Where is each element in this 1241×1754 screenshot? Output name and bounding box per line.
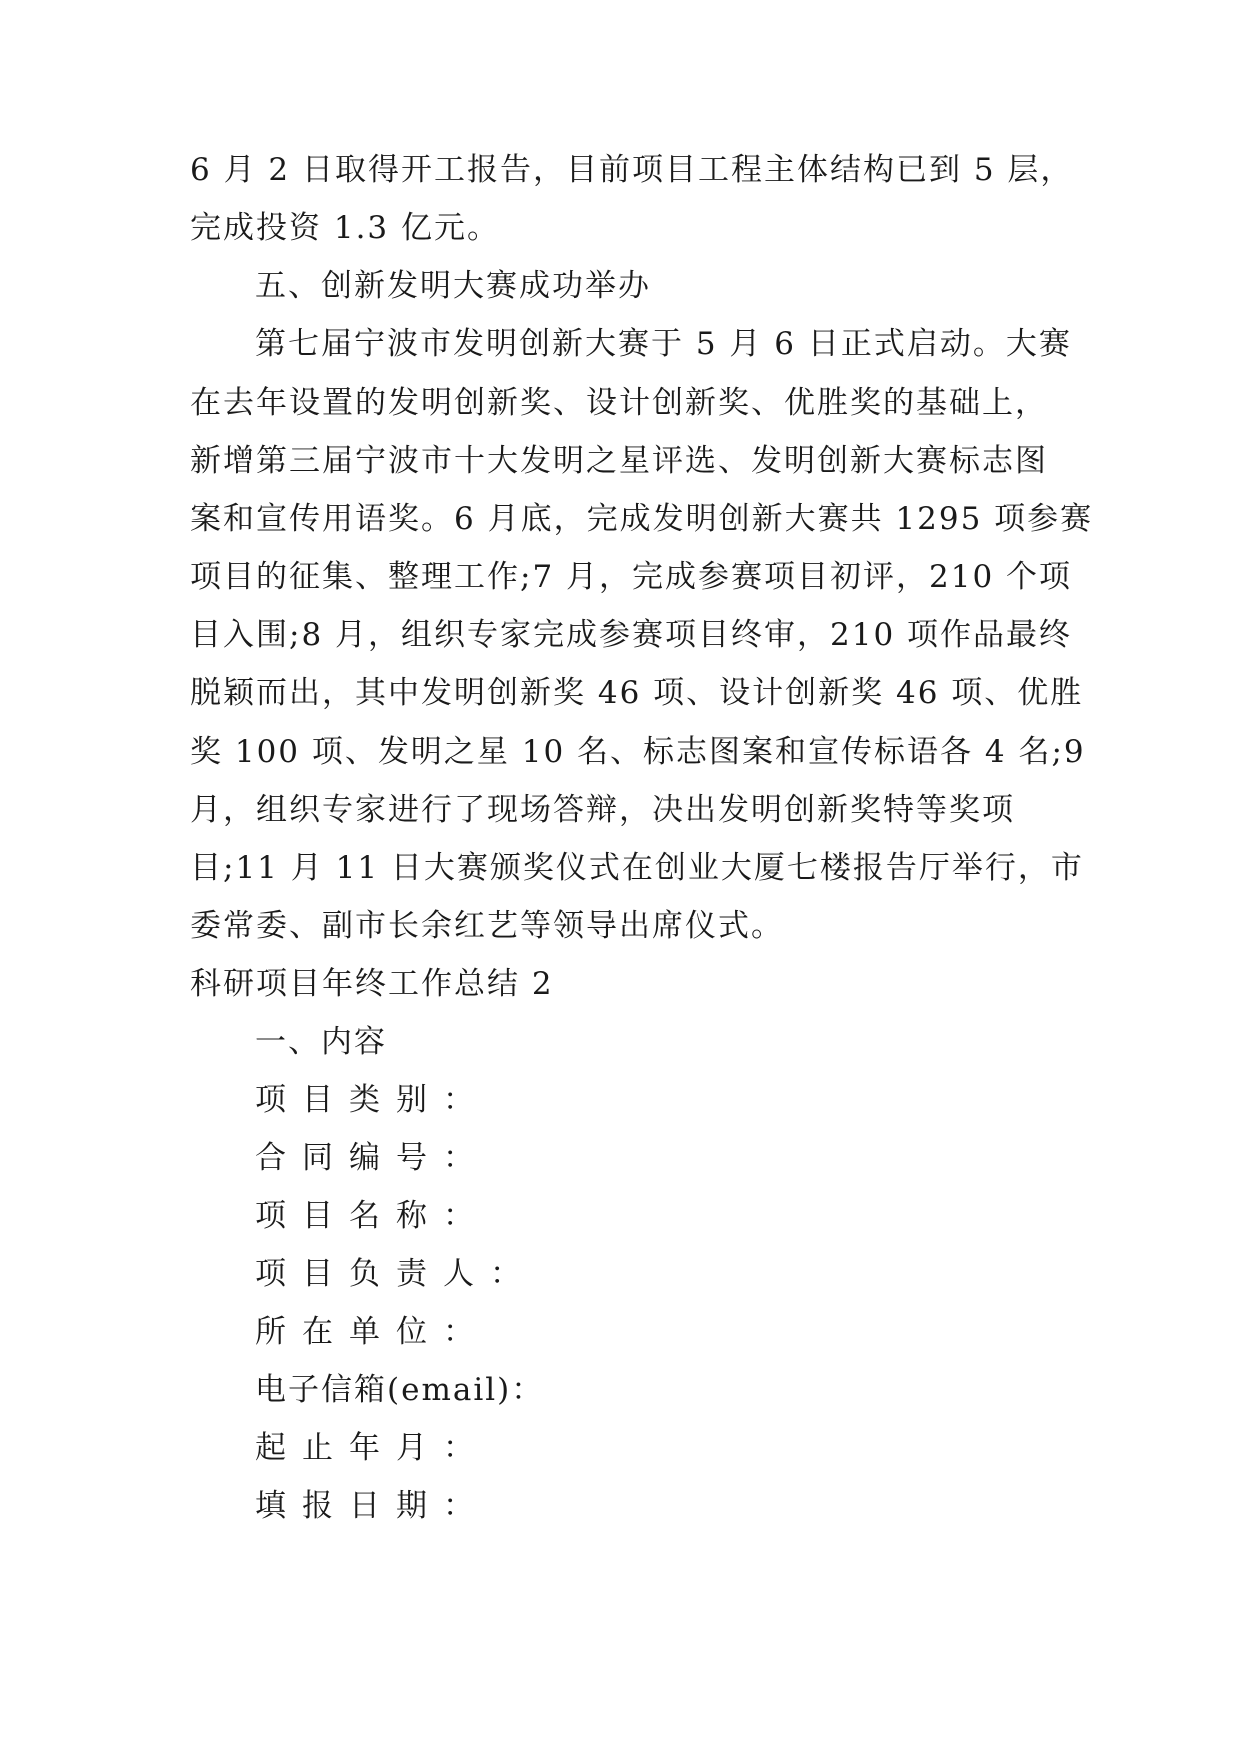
paragraph-line: 在去年设置的发明创新奖、设计创新奖、优胜奖的基础上， xyxy=(190,385,1048,421)
form-field-label: 所在单位： xyxy=(255,1314,490,1350)
paragraph-line: 目;11 月 11 日大赛颁奖仪式在创业大厦七楼报告厅举行，市 xyxy=(190,850,1084,886)
paragraph-line: 新增第三届宁波市十大发明之星评选、发明创新大赛标志图 xyxy=(190,443,1048,479)
paragraph-line: 项目的征集、整理工作;7 月，完成参赛项目初评，210 个项 xyxy=(190,559,1073,595)
form-field-label: 项目类别： xyxy=(255,1082,490,1118)
paragraph-line: 完成投资 1.3 亿元。 xyxy=(190,210,501,246)
form-field-label: 合同编号： xyxy=(255,1140,490,1176)
paragraph-line: 案和宣传用语奖。6 月底，完成发明创新大赛共 1295 项参赛 xyxy=(190,501,1094,537)
section-heading: 五、创新发明大赛成功举办 xyxy=(255,268,651,304)
form-field-label: 项目负责人： xyxy=(255,1256,537,1292)
paragraph-line: 奖 100 项、发明之星 10 名、标志图案和宣传标语各 4 名;9 xyxy=(190,734,1086,770)
paragraph-line: 目入围;8 月，组织专家完成参赛项目终审，210 项作品最终 xyxy=(190,617,1073,653)
form-field-label: 电子信箱(email)： xyxy=(255,1372,545,1408)
document-title: 科研项目年终工作总结 2 xyxy=(190,966,554,1002)
paragraph-line: 脱颖而出，其中发明创新奖 46 项、设计创新奖 46 项、优胜 xyxy=(190,675,1084,711)
paragraph-line: 第七届宁波市发明创新大赛于 5 月 6 日正式启动。大赛 xyxy=(255,326,1072,362)
section-heading: 一、内容 xyxy=(255,1024,387,1060)
paragraph-line: 委常委、副市长余红艺等领导出席仪式。 xyxy=(190,908,784,944)
paragraph-line: 月，组织专家进行了现场答辩，决出发明创新奖特等奖项 xyxy=(190,792,1015,828)
paragraph-line: 6 月 2 日取得开工报告，目前项目工程主体结构已到 5 层， xyxy=(190,152,1074,188)
form-field-label: 项目名称： xyxy=(255,1198,490,1234)
form-field-label: 起止年月： xyxy=(255,1430,490,1466)
form-field-label: 填报日期： xyxy=(255,1488,490,1524)
